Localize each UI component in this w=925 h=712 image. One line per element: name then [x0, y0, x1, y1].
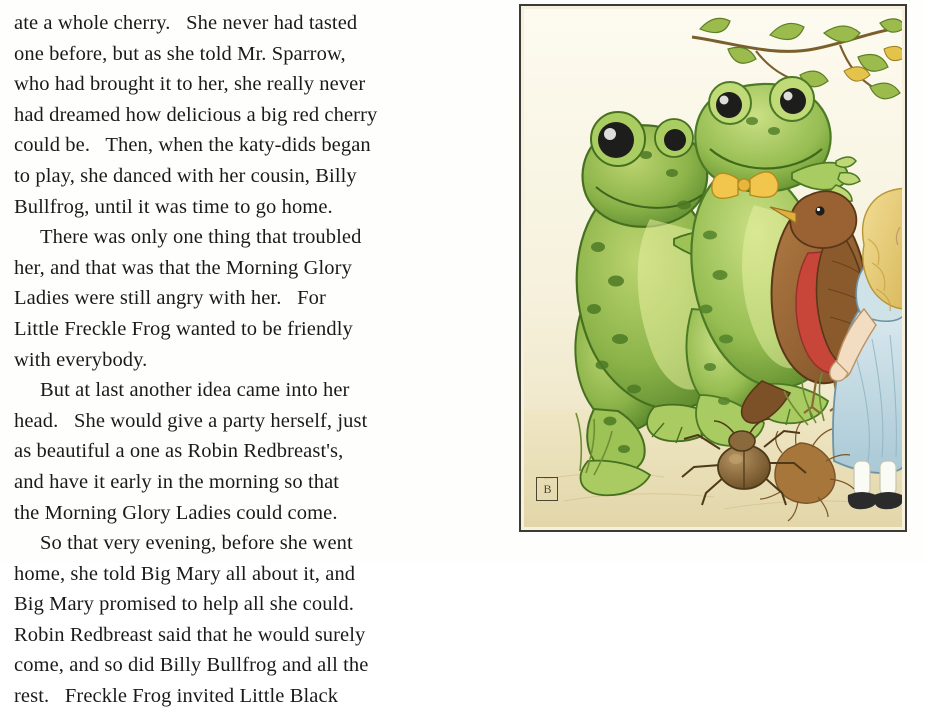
text-line: who had brought it to her, she really never	[14, 73, 366, 96]
text-line: with everybody.	[14, 348, 148, 371]
illustration-artwork	[524, 9, 902, 527]
text-line	[14, 222, 452, 253]
artist-signature: B	[536, 477, 558, 501]
text-line: one before, but as she told Mr. Sparrow,	[14, 42, 346, 65]
text-line: the Morning Glory Ladies could come.	[14, 501, 338, 524]
text-line: had dreamed how delicious a big red cherry	[14, 103, 378, 126]
plate-inner	[524, 9, 902, 527]
text-line: Bullfrog, until it was time to go home.	[14, 195, 333, 218]
text-line: rest. Freckle Frog invited Little Black	[14, 685, 339, 708]
illustration-plate	[519, 4, 907, 532]
text-line: her, and that was that the Morning Glory	[14, 256, 352, 279]
paragraph-2	[14, 222, 452, 375]
text-line-content: So that very evening, before she went	[40, 532, 353, 555]
text-line: ate a whole cherry. She never had tasted	[14, 12, 358, 34]
text-line: Ladies were still angry with her. For	[14, 287, 326, 310]
paragraph-1	[14, 8, 452, 222]
paragraph-3	[14, 375, 452, 528]
text-line: come, and so did Billy Bullfrog and all the	[14, 654, 369, 677]
text-line: Big Mary promised to help all she could.	[14, 593, 354, 616]
text-line: Robin Redbreast said that he would surely	[14, 623, 366, 646]
text-line: home, she told Big Mary all about it, and	[14, 562, 356, 585]
text-line: as beautiful a one as Robin Redbreast's,	[14, 440, 344, 463]
text-line: could be. Then, when the katy-dids began	[14, 134, 371, 157]
text-line: to play, she danced with her cousin, Billy	[14, 164, 357, 187]
text-line	[14, 375, 452, 406]
text-line: Little Freckle Frog wanted to be friendly	[14, 317, 353, 340]
text-line	[14, 528, 452, 559]
text-line-content: But at last another idea came into her	[40, 379, 350, 402]
text-line: head. She would give a party herself, just	[14, 409, 368, 432]
paragraph-4	[14, 528, 452, 712]
text-line-content: There was only one thing that troubled	[40, 226, 362, 249]
plate-border	[519, 4, 907, 532]
text-line: and have it early in the morning so that	[14, 470, 340, 493]
